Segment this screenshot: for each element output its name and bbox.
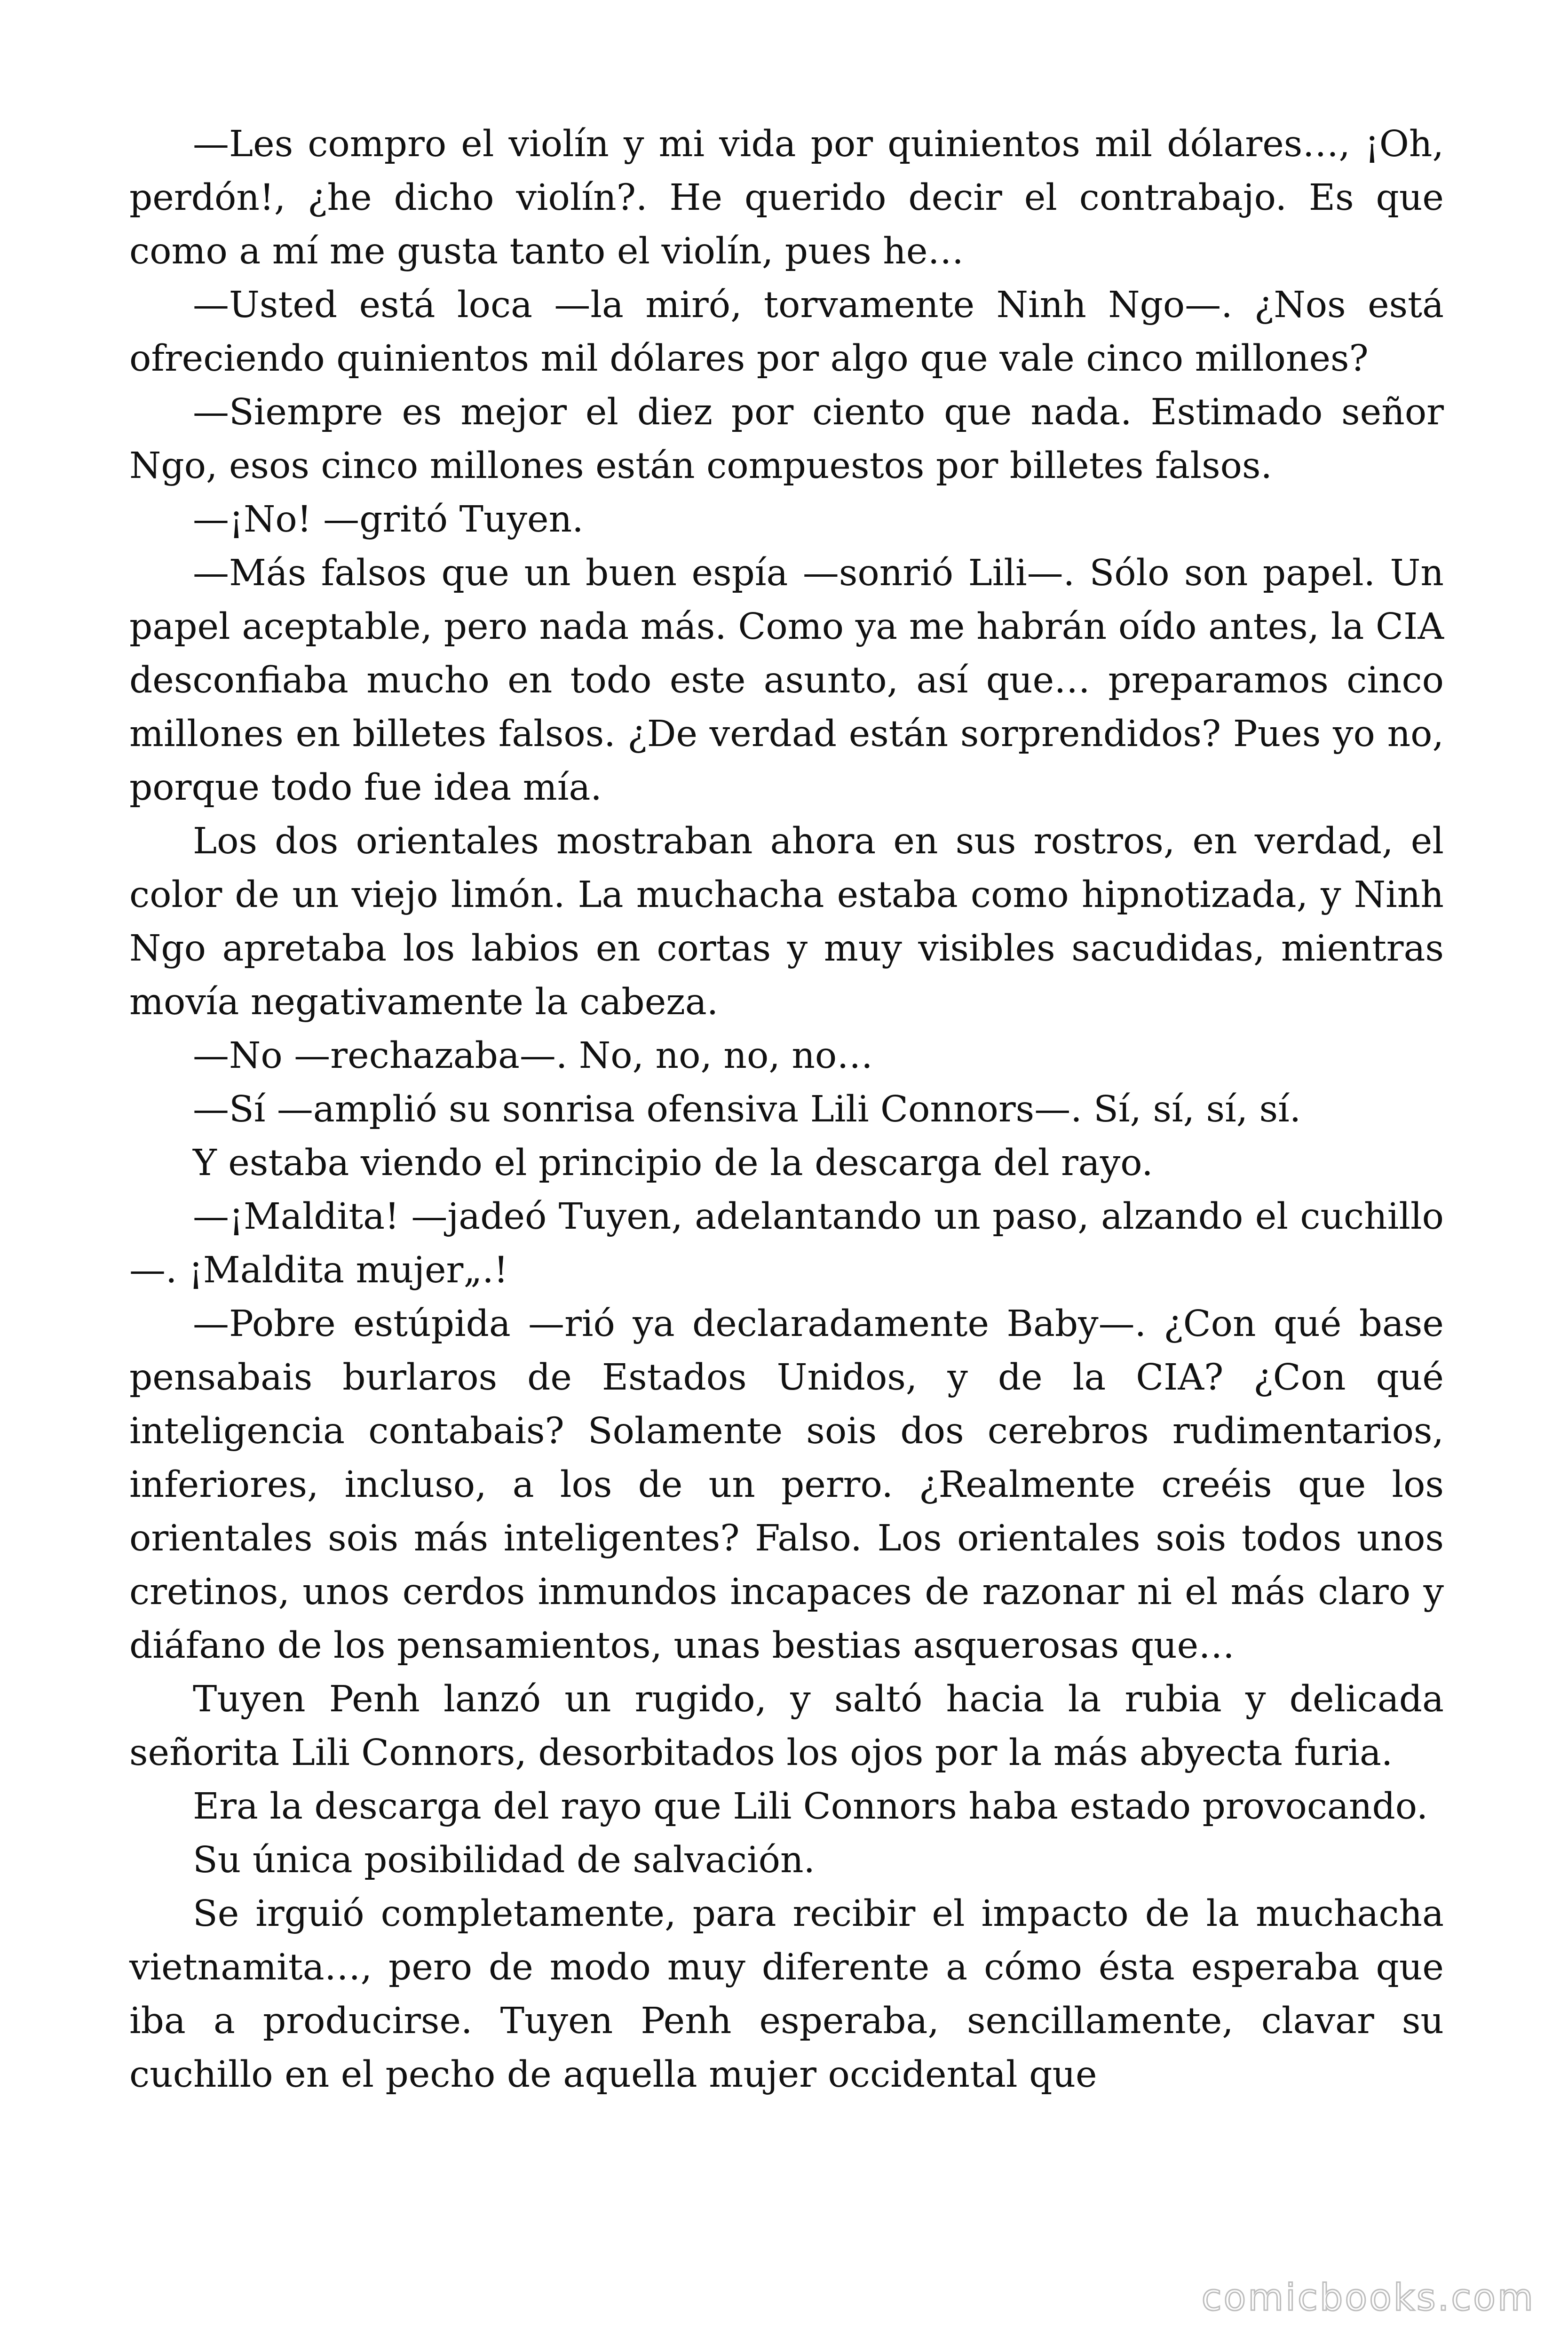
paragraph: —Sí —amplió su sonrisa ofensiva Lili Connors—. Sí, sí, sí, sí. [193,1089,1301,1130]
paragraph: Se irguió completamente, para recibir el impacto de la muchacha vietnamita…, pero de modo muy diferente a cómo ésta esperaba que iba a producirse. Tuyen Penh esperaba, sencillamente, clavar su cuchillo en el pecho de aquella mujer occidental que [129,1893,1444,2096]
paragraph: Los dos orientales mostraban ahora en sus rostros, en verdad, el color de un viejo limón. La muchacha estaba como hipnotizada, y Ninh Ngo apretaba los labios en cortas y muy visibles sacudidas, mientras movía negativamente la cabeza. [129,820,1444,1023]
paragraph: —Más falsos que un buen espía —sonrió Lili—. Sólo son papel. Un papel aceptable, pero nada más. Como ya me habrán oído antes, la CIA desconfiaba mucho en todo este asunto, así que… preparamos cinco millones en billetes falsos. ¿De verdad están sorprendidos? Pues yo no, porque todo fue idea mía. [129,552,1444,809]
paragraph: Su única posibilidad de salvación. [193,1839,816,1881]
paragraph: —Siempre es mejor el diez por ciento que nada. Estimado señor Ngo, esos cinco millones están compuestos por billetes falsos. [129,391,1444,487]
paragraph: —Usted está loca —la miró, torvamente Ninh Ngo—. ¿Nos está ofreciendo quinientos mil dólares por algo que vale cinco millones? [129,284,1444,380]
paragraph: —¡Maldita! —jadeó Tuyen, adelantando un paso, alzando el cuchillo—. ¡Maldita mujer„.! [129,1196,1444,1291]
paragraph: —¡No! —gritó Tuyen. [193,499,584,540]
paragraph: Tuyen Penh lanzó un rugido, y saltó hacia la rubia y delicada señorita Lili Connors, desorbitados los ojos por la más abyecta furia. [129,1678,1444,1774]
paragraph: —No —rechazaba—. No, no, no, no… [193,1035,873,1077]
paragraph: —Pobre estúpida —rió ya declaradamente Baby—. ¿Con qué base pensabais burlaros de Estados Unidos, y de la CIA? ¿Con qué inteligencia contabais? Solamente sois dos cerebros rudimentarios, inferiores, incluso, a los de un perro. ¿Realmente creéis que los orientales sois más inteligentes? Falso. Los orientales sois todos unos cretinos, unos cerdos inmundos incapaces de razonar ni el más claro y diáfano de los pensamientos, unas bestias asquerosas que… [129,1303,1444,1667]
paragraph: —Les compro el violín y mi vida por quinientos mil dólares…, ¡Oh, perdón!, ¿he dicho violín?. He querido decir el contrabajo. Es que como a mí me gusta tanto el violín, pues he… [129,123,1444,272]
page-body [129,118,1444,2102]
watermark: comicbooks.com [1201,2277,1535,2319]
paragraph: Era la descarga del rayo que Lili Connors haba estado provocando. [193,1786,1428,1828]
paragraph: Y estaba viendo el principio de la descarga del rayo. [193,1142,1153,1184]
